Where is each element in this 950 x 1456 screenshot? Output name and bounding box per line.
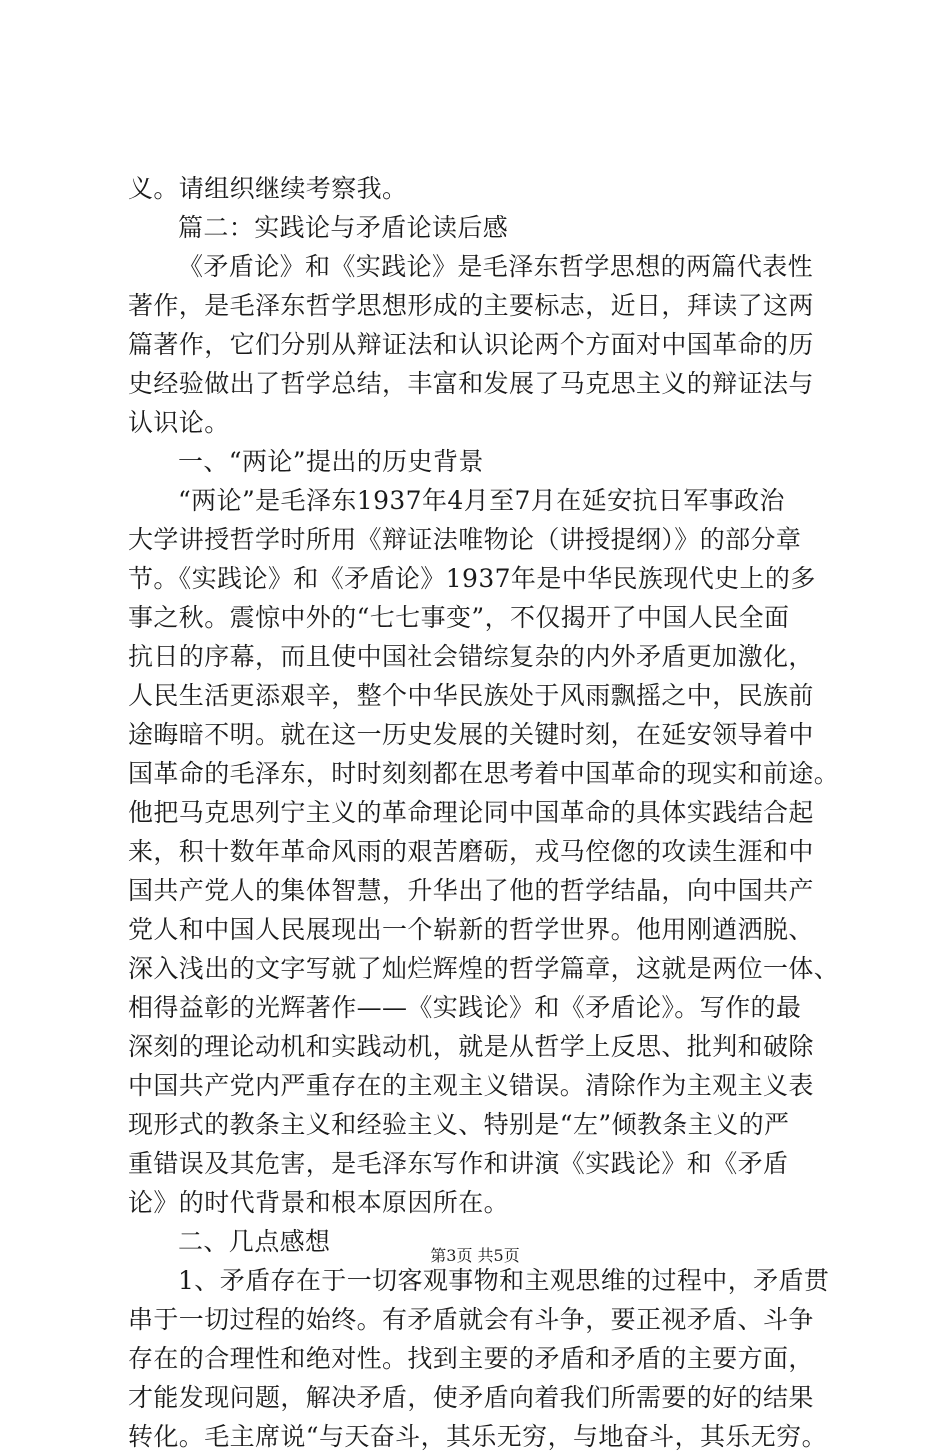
text-line: 大学讲授哲学时所用《辩证法唯物论（讲授提纲）》的部分章 bbox=[128, 525, 802, 554]
text-line: 人民生活更添艰辛，整个中华民族处于风雨飘摇之中，民族前 bbox=[128, 681, 814, 710]
text-line: 史经验做出了哲学总结，丰富和发展了马克思主义的辩证法与 bbox=[128, 369, 814, 398]
page-footer: 第3页 共5页 bbox=[430, 1246, 520, 1265]
text-line: 抗日的序幕，而且使中国社会错综复杂的内外矛盾更加激化， bbox=[128, 642, 814, 671]
text-line: 现形式的教条主义和经验主义、特别是“左”倾教条主义的严 bbox=[128, 1110, 790, 1139]
text-line: 重错误及其危害，是毛泽东写作和讲演《实践论》和《矛盾 bbox=[128, 1149, 789, 1178]
text-line: 深刻的理论动机和实践动机，就是从哲学上反思、批判和破除 bbox=[128, 1032, 814, 1061]
text-line: 节。《实践论》和《矛盾论》1937年是中华民族现代史上的多 bbox=[128, 564, 816, 593]
text-line: 认识论。 bbox=[128, 408, 230, 437]
text-line: 来，积十数年革命风雨的艰苦磨砺，戎马倥偬的攻读生涯和中 bbox=[128, 837, 814, 866]
text-line: 论》的时代背景和根本原因所在。 bbox=[128, 1188, 510, 1217]
text-line: 党人和中国人民展现出一个崭新的哲学世界。他用刚遒洒脱、 bbox=[128, 915, 814, 944]
text-line: 存在的合理性和绝对性。找到主要的矛盾和矛盾的主要方面， bbox=[128, 1344, 814, 1373]
text-line: 篇二：实践论与矛盾论读后感 bbox=[178, 213, 509, 242]
text-line: 二、几点感想 bbox=[178, 1227, 331, 1256]
text-line: 相得益彰的光辉著作——《实践论》和《矛盾论》。写作的最 bbox=[128, 993, 802, 1022]
text-line: 一、“两论”提出的历史背景 bbox=[178, 447, 484, 476]
text-line: 深入浅出的文字写就了灿烂辉煌的哲学篇章，这就是两位一体、 bbox=[128, 954, 840, 983]
text-line: 国共产党人的集体智慧，升华出了他的哲学结晶，向中国共产 bbox=[128, 876, 814, 905]
text-line: 转化。毛主席说“与天奋斗，其乐无穷，与地奋斗，其乐无穷。 bbox=[128, 1422, 827, 1451]
text-line: 事之秋。震惊中外的“七七事变”，不仅揭开了中国人民全面 bbox=[128, 603, 790, 632]
text-line: 途晦暗不明。就在这一历史发展的关键时刻，在延安领导着中 bbox=[128, 720, 814, 749]
text-line: 才能发现问题，解决矛盾，使矛盾向着我们所需要的好的结果 bbox=[128, 1383, 814, 1412]
text-line: 篇著作，它们分别从辩证法和认识论两个方面对中国革命的历 bbox=[128, 330, 814, 359]
text-line: 中国共产党内严重存在的主观主义错误。清除作为主观主义表 bbox=[128, 1071, 814, 1100]
text-line: 他把马克思列宁主义的革命理论同中国革命的具体实践结合起 bbox=[128, 798, 814, 827]
text-line: 《矛盾论》和《实践论》是毛泽东哲学思想的两篇代表性 bbox=[178, 252, 814, 281]
text-line: 国革命的毛泽东，时时刻刻都在思考着中国革命的现实和前途。 bbox=[128, 759, 840, 788]
text-line: 义。请组织继续考察我。 bbox=[128, 174, 408, 203]
text-line: 著作，是毛泽东哲学思想形成的主要标志，近日，拜读了这两 bbox=[128, 291, 814, 320]
text-line: 1、矛盾存在于一切客观事物和主观思维的过程中，矛盾贯 bbox=[178, 1266, 830, 1295]
text-line: “两论”是毛泽东1937年4月至7月在延安抗日军事政治 bbox=[178, 486, 785, 515]
text-line: 串于一切过程的始终。有矛盾就会有斗争，要正视矛盾、斗争 bbox=[128, 1305, 814, 1334]
